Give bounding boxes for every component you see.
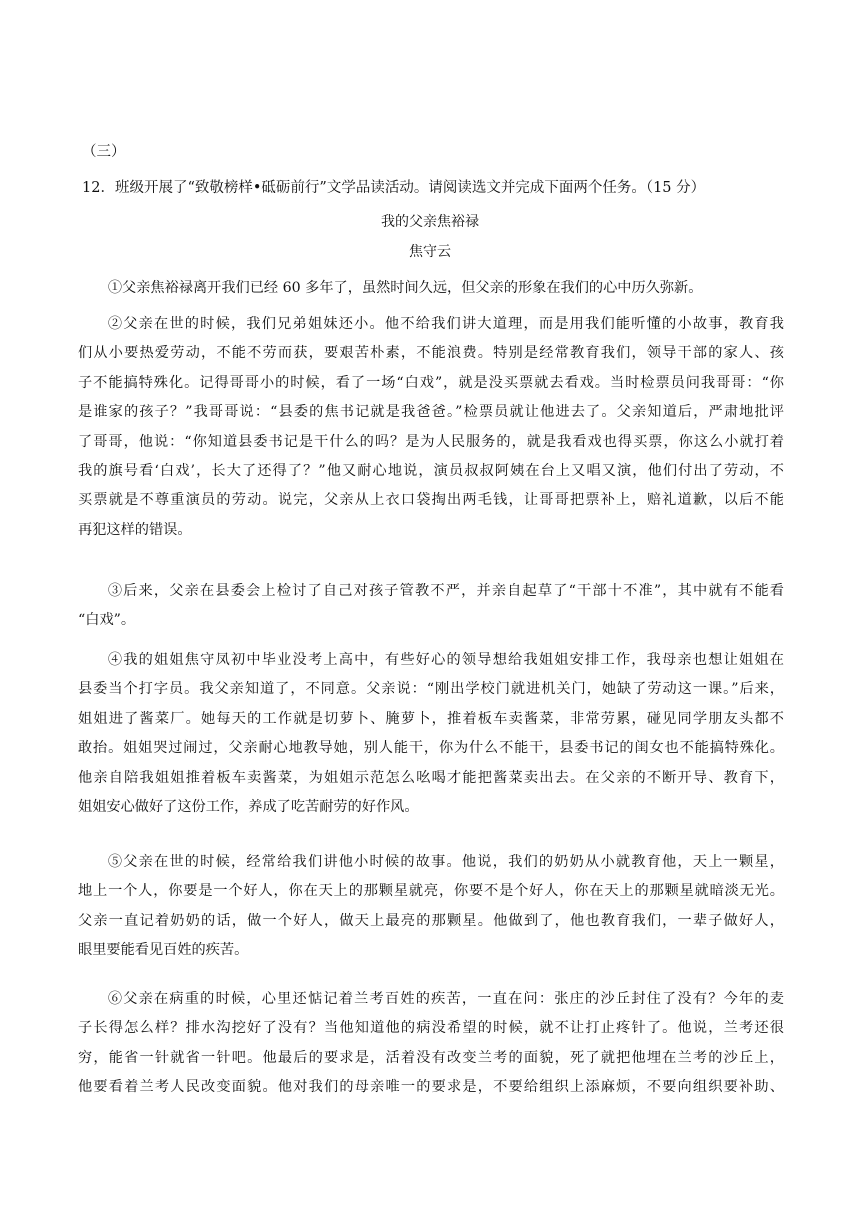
paragraph-1 (78, 274, 784, 303)
paragraph-4 (78, 646, 784, 822)
paragraph-line: 姐姐进了酱菜厂。她每天的工作就是切萝卜、腌萝卜，推着板车卖酱菜，非常劳累，碰见同学朋友头都不 (78, 710, 784, 727)
paragraph-line: 眼里要能看见百姓的疾苦。 (78, 942, 249, 959)
paragraph-line: 是谁家的孩子？”我哥哥说：“县委的焦书记就是我爸爸。”检票员就让他进去了。父亲知道后，严肃地批评 (78, 404, 784, 421)
paragraph-line: ⑥父亲在病重的时候，心里还惦记着兰考百姓的疾苦，一直在问：张庄的沙丘封住了没有？今年的麦 (107, 991, 784, 1007)
paragraph-line: 穷，能省一针就省一针吧。他最后的要求是，活着没有改变兰考的面貌，死了就把他埋在兰考的沙丘上， (78, 1049, 784, 1066)
paragraph-line: ①父亲焦裕禄离开我们已经 60 多年了，虽然时间久远，但父亲的形象在我们的心中历久弥新。 (107, 280, 703, 296)
paragraph-3 (78, 577, 784, 636)
paragraph-line: 买票就是不尊重演员的劳动。说完，父亲从上衣口袋掏出两毛钱，让哥哥把票补上，赔礼道歉，以后不能 (78, 492, 784, 509)
paragraph-line: 敢抬。姐姐哭过闹过，父亲耐心地教导她，别人能干，你为什么不能干，县委书记的闺女也不能搞特殊化。 (78, 740, 784, 757)
paragraph-line: 我的旗号看‘白戏’，长大了还得了？”他又耐心地说，演员叔叔阿姨在台上又唱又演，他们付出了劳动，不 (78, 463, 784, 480)
paragraph-line: ③后来，父亲在县委会上检讨了自己对孩子管教不严，并亲自起草了“干部十不准”，其中就有不能看 (107, 583, 784, 599)
paragraph-line: ⑤父亲在世的时候，经常给我们讲他小时候的故事。他说，我们的奶奶从小就教育他，天上一颗星， (107, 854, 784, 870)
article-author: 焦守云 (409, 244, 451, 260)
paragraph-line: 父亲一直记着奶奶的话，做一个好人，做天上最亮的那颗星。他做到了，他也教育我们，一辈子做好人， (78, 912, 784, 929)
paragraph-line: “白戏”。 (78, 612, 136, 629)
paragraph-2 (78, 310, 784, 545)
section-label: （三） (82, 144, 126, 160)
paragraph-line: 子不能搞特殊化。记得哥哥小的时候，看了一场“白戏”，就是没买票就去看戏。当时检票员问我哥哥：“你 (78, 374, 784, 391)
paragraph-line: 了哥哥，他说：“你知道县委书记是干什么的吗？是为人民服务的，就是我看戏也得买票，你这么小就打着 (78, 433, 784, 450)
paragraph-line: 他亲自陪我姐姐推着板车卖酱菜，为姐姐示范怎么吆喝才能把酱菜卖出去。在父亲的不断开导、教育下， (78, 769, 784, 786)
paragraph-line: 他要看着兰考人民改变面貌。他对我们的母亲唯一的要求是，不要给组织上添麻烦，不要向组织要补助、 (78, 1079, 784, 1096)
question-prompt: 12．班级开展了“致敬榜样•砥砺前行”文学品读活动。请阅读选文并完成下面两个任务。（15 分） (82, 180, 706, 196)
article-title: 我的父亲焦裕禄 (381, 214, 479, 230)
paragraph-line: 县委当个打字员。我父亲知道了，不同意。父亲说：“刚出学校门就进机关门，她缺了劳动这一课。”后来， (78, 681, 784, 698)
paragraph-line: ④我的姐姐焦守凤初中毕业没考上高中，有些好心的领导想给我姐姐安排工作，我母亲也想让姐姐在 (107, 652, 784, 668)
paragraph-line: 子长得怎么样？排水沟挖好了没有？当他知道他的病没希望的时候，就不让打止疼针了。他说，兰考还很 (78, 1020, 784, 1037)
paragraph-6 (78, 985, 784, 1103)
paragraph-line: 地上一个人，你要是一个好人，你在天上的那颗星就亮，你要不是个好人，你在天上的那颗星就暗淡无光。 (78, 883, 784, 900)
paragraph-5 (78, 848, 784, 966)
paragraph-line: ②父亲在世的时候，我们兄弟姐妹还小。他不给我们讲大道理，而是用我们能听懂的小故事，教育我 (107, 316, 784, 332)
paragraph-line: 再犯这样的错误。 (78, 521, 192, 538)
paragraph-line: 姐姐安心做好了这份工作，养成了吃苦耐劳的好作风。 (78, 799, 419, 816)
paragraph-line: 们从小要热爱劳动，不能不劳而获，要艰苦朴素，不能浪费。特别是经常教育我们，领导干部的家人、孩 (78, 345, 784, 362)
